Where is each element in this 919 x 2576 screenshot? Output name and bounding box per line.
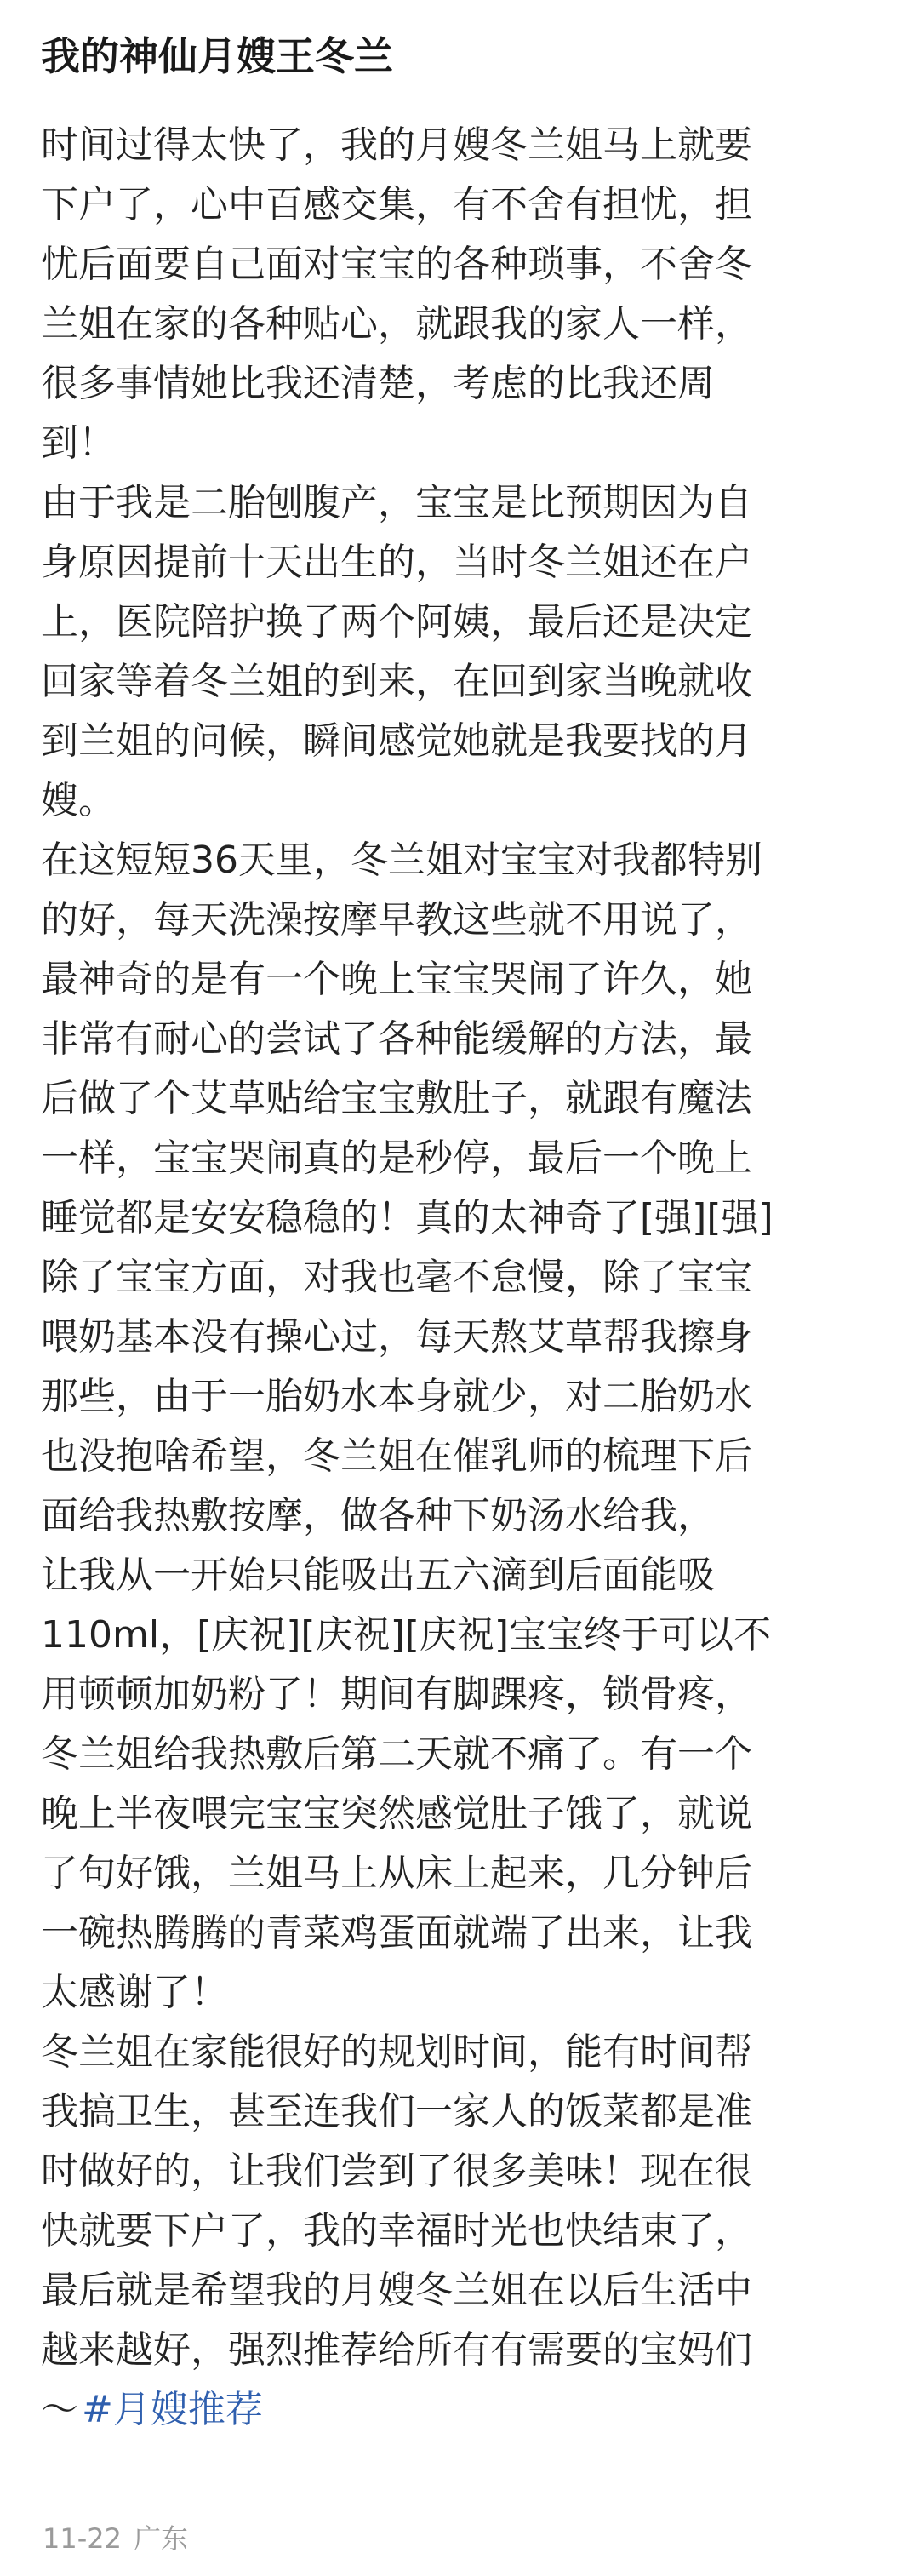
post-body-line: 的好，每天洗澡按摩早教这些就不用说了， [41, 898, 752, 942]
post-location: 广东 [133, 2522, 188, 2555]
post-body-line: 晚上半夜喂完宝宝突然感觉肚子饿了，就说 [41, 1792, 752, 1835]
post-body [41, 116, 892, 2440]
post-body-line: 用顿顿加奶粉了！期间有脚踝疼，锁骨疼， [41, 1673, 752, 1716]
tag-prefix: ～ [41, 2388, 78, 2431]
post-body-line: 一碗热腾腾的青菜鸡蛋面就端了出来，让我 [41, 1911, 752, 1955]
post-title: 我的神仙月嫂王冬兰 [41, 33, 393, 79]
post-body-line: 也没抱啥希望，冬兰姐在催乳师的梳理下后 [41, 1434, 752, 1478]
post-body-line: 上，医院陪护换了两个阿姨，最后还是决定 [41, 600, 752, 644]
post-body-line: 睡觉都是安安稳稳的！真的太神奇了[强][强] [41, 1196, 773, 1239]
post-body-line: 非常有耐心的尝试了各种能缓解的方法，最 [41, 1017, 752, 1061]
topic-tag-line [41, 2380, 892, 2440]
post-body-line: 我搞卫生，甚至连我们一家人的饭菜都是准 [41, 2090, 752, 2133]
topic-tag-link[interactable]: #月嫂推荐 [82, 2388, 263, 2431]
post-body-line: 冬兰姐在家能很好的规划时间，能有时间帮 [41, 2030, 752, 2074]
post-body-line: 很多事情她比我还清楚，考虑的比我还周 [41, 362, 715, 405]
post-body-line: 快就要下户了，我的幸福时光也快结束了， [41, 2209, 752, 2253]
post-body-line: 在这短短36天里，冬兰姐对宝宝对我都特别 [41, 839, 762, 882]
post-body-line: 时间过得太快了，我的月嫂冬兰姐马上就要 [41, 123, 752, 167]
post-body-line: 由于我是二胎刨腹产，宝宝是比预期因为自 [41, 481, 752, 524]
post-meta [43, 2522, 188, 2556]
post-date: 11-22 [43, 2522, 122, 2555]
post-body-line: 最后就是希望我的月嫂冬兰姐在以后生活中 [41, 2269, 752, 2312]
post-body-line: 下户了，心中百感交集，有不舍有担忧，担 [41, 183, 752, 226]
post-body-line: 喂奶基本没有操心过，每天熬艾草帮我擦身 [41, 1315, 752, 1359]
post-body-line: 身原因提前十天出生的，当时冬兰姐还在户 [41, 541, 752, 584]
post-body-line: 那些，由于一胎奶水本身就少，对二胎奶水 [41, 1375, 752, 1418]
post-body-line: 到！ [41, 421, 116, 465]
post-body-line: 后做了个艾草贴给宝宝敷肚子，就跟有魔法 [41, 1077, 752, 1120]
post-body-line: 时做好的，让我们尝到了很多美味！现在很 [41, 2150, 752, 2193]
post-body-line: 太感谢了！ [41, 1971, 228, 2014]
post-body-line: 忧后面要自己面对宝宝的各种琐事，不舍冬 [41, 243, 752, 286]
post-body-line: 一样，宝宝哭闹真的是秒停，最后一个晚上 [41, 1136, 752, 1180]
post-body-line: 除了宝宝方面，对我也毫不怠慢，除了宝宝 [41, 1256, 752, 1299]
post-body-line: 最神奇的是有一个晚上宝宝哭闹了许久，她 [41, 958, 752, 1001]
post-body-line: 到兰姐的问候，瞬间感觉她就是我要找的月 [41, 719, 752, 763]
post-body-line: 回家等着冬兰姐的到来，在回到家当晚就收 [41, 660, 752, 703]
post-body-line: 冬兰姐给我热敷后第二天就不痛了。有一个 [41, 1732, 752, 1776]
post-body-line: 110ml，[庆祝][庆祝][庆祝]宝宝终于可以不 [41, 1613, 772, 1657]
post-content [41, 0, 892, 2440]
post-body-line: 了句好饿，兰姐马上从床上起来，几分钟后 [41, 1852, 752, 1895]
post-body-line: 嫂。 [41, 779, 116, 822]
post-body-line: 兰姐在家的各种贴心，就跟我的家人一样， [41, 302, 752, 346]
post-body-line: 面给我热敷按摩，做各种下奶汤水给我， [41, 1494, 715, 1537]
post-body-line: 让我从一开始只能吸出五六滴到后面能吸 [41, 1554, 715, 1597]
post-body-line: 越来越好，强烈推荐给所有有需要的宝妈们 [41, 2328, 752, 2372]
